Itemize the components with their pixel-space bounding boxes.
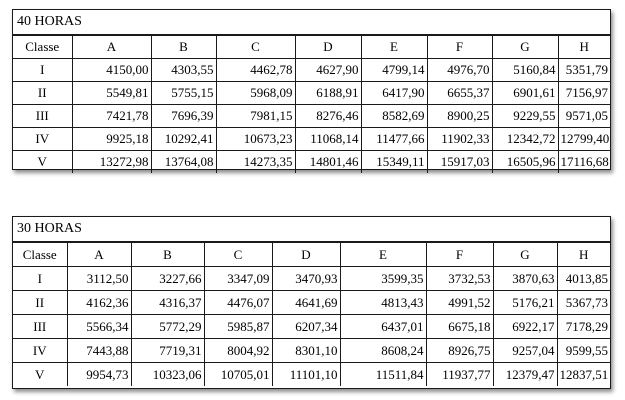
value-cell: 3347,09 bbox=[204, 267, 272, 291]
value-cell: 7421,78 bbox=[72, 105, 151, 128]
value-cell: 10705,01 bbox=[204, 363, 272, 387]
column-header-a: A bbox=[67, 243, 131, 267]
value-cell: 6675,18 bbox=[426, 315, 493, 339]
salary-table-30-horas bbox=[12, 216, 611, 389]
column-header-d: D bbox=[272, 243, 340, 267]
header-row bbox=[13, 243, 610, 267]
value-cell: 4813,43 bbox=[340, 291, 426, 315]
class-cell: II bbox=[13, 291, 67, 315]
table-row bbox=[13, 82, 610, 105]
value-cell: 3470,93 bbox=[272, 267, 340, 291]
value-cell: 5985,87 bbox=[204, 315, 272, 339]
value-cell: 4316,37 bbox=[131, 291, 204, 315]
table-row bbox=[13, 105, 610, 128]
table-title: 40 HORAS bbox=[13, 10, 610, 35]
column-header-g: G bbox=[492, 36, 558, 59]
value-cell: 10292,41 bbox=[151, 128, 216, 151]
value-cell: 4641,69 bbox=[272, 291, 340, 315]
value-cell: 6437,01 bbox=[340, 315, 426, 339]
value-cell: 4991,52 bbox=[426, 291, 493, 315]
table-row bbox=[13, 315, 610, 339]
column-header-f: F bbox=[427, 36, 492, 59]
value-cell: 8608,24 bbox=[340, 339, 426, 363]
column-header-c: C bbox=[204, 243, 272, 267]
column-header-g: G bbox=[493, 243, 557, 267]
value-cell: 5772,29 bbox=[131, 315, 204, 339]
value-cell: 5968,09 bbox=[216, 82, 295, 105]
value-cell: 4462,78 bbox=[216, 59, 295, 82]
column-header-b: B bbox=[151, 36, 216, 59]
value-cell: 8926,75 bbox=[426, 339, 493, 363]
value-cell: 3870,63 bbox=[493, 267, 557, 291]
value-cell: 10323,06 bbox=[131, 363, 204, 387]
value-cell: 3599,35 bbox=[340, 267, 426, 291]
value-cell: 6655,37 bbox=[427, 82, 492, 105]
class-cell: III bbox=[13, 315, 67, 339]
column-header-d: D bbox=[295, 36, 361, 59]
value-cell: 13272,98 bbox=[72, 151, 151, 174]
value-cell: 4150,00 bbox=[72, 59, 151, 82]
value-cell: 3112,50 bbox=[67, 267, 131, 291]
value-cell: 5367,73 bbox=[557, 291, 610, 315]
value-cell: 15349,11 bbox=[361, 151, 427, 174]
value-cell: 3732,53 bbox=[426, 267, 493, 291]
table-row bbox=[13, 128, 610, 151]
value-cell: 5566,34 bbox=[67, 315, 131, 339]
column-header-f: F bbox=[426, 243, 493, 267]
value-cell: 10673,23 bbox=[216, 128, 295, 151]
value-cell: 14801,46 bbox=[295, 151, 361, 174]
value-cell: 7981,15 bbox=[216, 105, 295, 128]
value-cell: 6417,90 bbox=[361, 82, 427, 105]
value-cell: 8004,92 bbox=[204, 339, 272, 363]
value-cell: 9599,55 bbox=[557, 339, 610, 363]
table-row bbox=[13, 151, 610, 174]
column-header-b: B bbox=[131, 243, 204, 267]
value-cell: 4976,70 bbox=[427, 59, 492, 82]
value-cell: 11902,33 bbox=[427, 128, 492, 151]
value-cell: 7719,31 bbox=[131, 339, 204, 363]
column-header-e: E bbox=[340, 243, 426, 267]
value-cell: 6922,17 bbox=[493, 315, 557, 339]
salary-grid bbox=[13, 35, 610, 173]
value-cell: 7443,88 bbox=[67, 339, 131, 363]
value-cell: 5160,84 bbox=[492, 59, 558, 82]
table-row bbox=[13, 267, 610, 291]
value-cell: 9229,55 bbox=[492, 105, 558, 128]
value-cell: 14273,35 bbox=[216, 151, 295, 174]
value-cell: 16505,96 bbox=[492, 151, 558, 174]
value-cell: 6188,91 bbox=[295, 82, 361, 105]
class-cell: I bbox=[13, 267, 67, 291]
value-cell: 5549,81 bbox=[72, 82, 151, 105]
value-cell: 7696,39 bbox=[151, 105, 216, 128]
value-cell: 9925,18 bbox=[72, 128, 151, 151]
value-cell: 8301,10 bbox=[272, 339, 340, 363]
value-cell: 5351,79 bbox=[558, 59, 610, 82]
column-header-a: A bbox=[72, 36, 151, 59]
class-cell: V bbox=[13, 363, 67, 387]
value-cell: 11101,10 bbox=[272, 363, 340, 387]
value-cell: 12837,51 bbox=[557, 363, 610, 387]
value-cell: 11477,66 bbox=[361, 128, 427, 151]
value-cell: 7156,97 bbox=[558, 82, 610, 105]
class-cell: II bbox=[13, 82, 72, 105]
value-cell: 9954,73 bbox=[67, 363, 131, 387]
table-row bbox=[13, 363, 610, 387]
class-cell: IV bbox=[13, 128, 72, 151]
column-header-classe: Classe bbox=[13, 36, 72, 59]
salary-grid bbox=[13, 242, 610, 386]
class-cell: V bbox=[13, 151, 72, 174]
column-header-e: E bbox=[361, 36, 427, 59]
class-cell: I bbox=[13, 59, 72, 82]
value-cell: 4799,14 bbox=[361, 59, 427, 82]
value-cell: 4476,07 bbox=[204, 291, 272, 315]
table-row bbox=[13, 339, 610, 363]
class-cell: III bbox=[13, 105, 72, 128]
value-cell: 6901,61 bbox=[492, 82, 558, 105]
value-cell: 5176,21 bbox=[493, 291, 557, 315]
value-cell: 17116,68 bbox=[558, 151, 610, 174]
value-cell: 8276,46 bbox=[295, 105, 361, 128]
value-cell: 8900,25 bbox=[427, 105, 492, 128]
value-cell: 4303,55 bbox=[151, 59, 216, 82]
value-cell: 11511,84 bbox=[340, 363, 426, 387]
salary-table-40-horas bbox=[12, 9, 611, 170]
table-row bbox=[13, 59, 610, 82]
value-cell: 9257,04 bbox=[493, 339, 557, 363]
table-row bbox=[13, 291, 610, 315]
value-cell: 15917,03 bbox=[427, 151, 492, 174]
value-cell: 11937,77 bbox=[426, 363, 493, 387]
value-cell: 8582,69 bbox=[361, 105, 427, 128]
value-cell: 12342,72 bbox=[492, 128, 558, 151]
value-cell: 4162,36 bbox=[67, 291, 131, 315]
value-cell: 13764,08 bbox=[151, 151, 216, 174]
value-cell: 5755,15 bbox=[151, 82, 216, 105]
value-cell: 9571,05 bbox=[558, 105, 610, 128]
class-cell: IV bbox=[13, 339, 67, 363]
header-row bbox=[13, 36, 610, 59]
column-header-c: C bbox=[216, 36, 295, 59]
column-header-h: H bbox=[557, 243, 610, 267]
value-cell: 6207,34 bbox=[272, 315, 340, 339]
table-title: 30 HORAS bbox=[13, 217, 610, 242]
value-cell: 11068,14 bbox=[295, 128, 361, 151]
value-cell: 12379,47 bbox=[493, 363, 557, 387]
column-header-classe: Classe bbox=[13, 243, 67, 267]
value-cell: 4013,85 bbox=[557, 267, 610, 291]
value-cell: 3227,66 bbox=[131, 267, 204, 291]
value-cell: 7178,29 bbox=[557, 315, 610, 339]
column-header-h: H bbox=[558, 36, 610, 59]
value-cell: 4627,90 bbox=[295, 59, 361, 82]
value-cell: 12799,40 bbox=[558, 128, 610, 151]
